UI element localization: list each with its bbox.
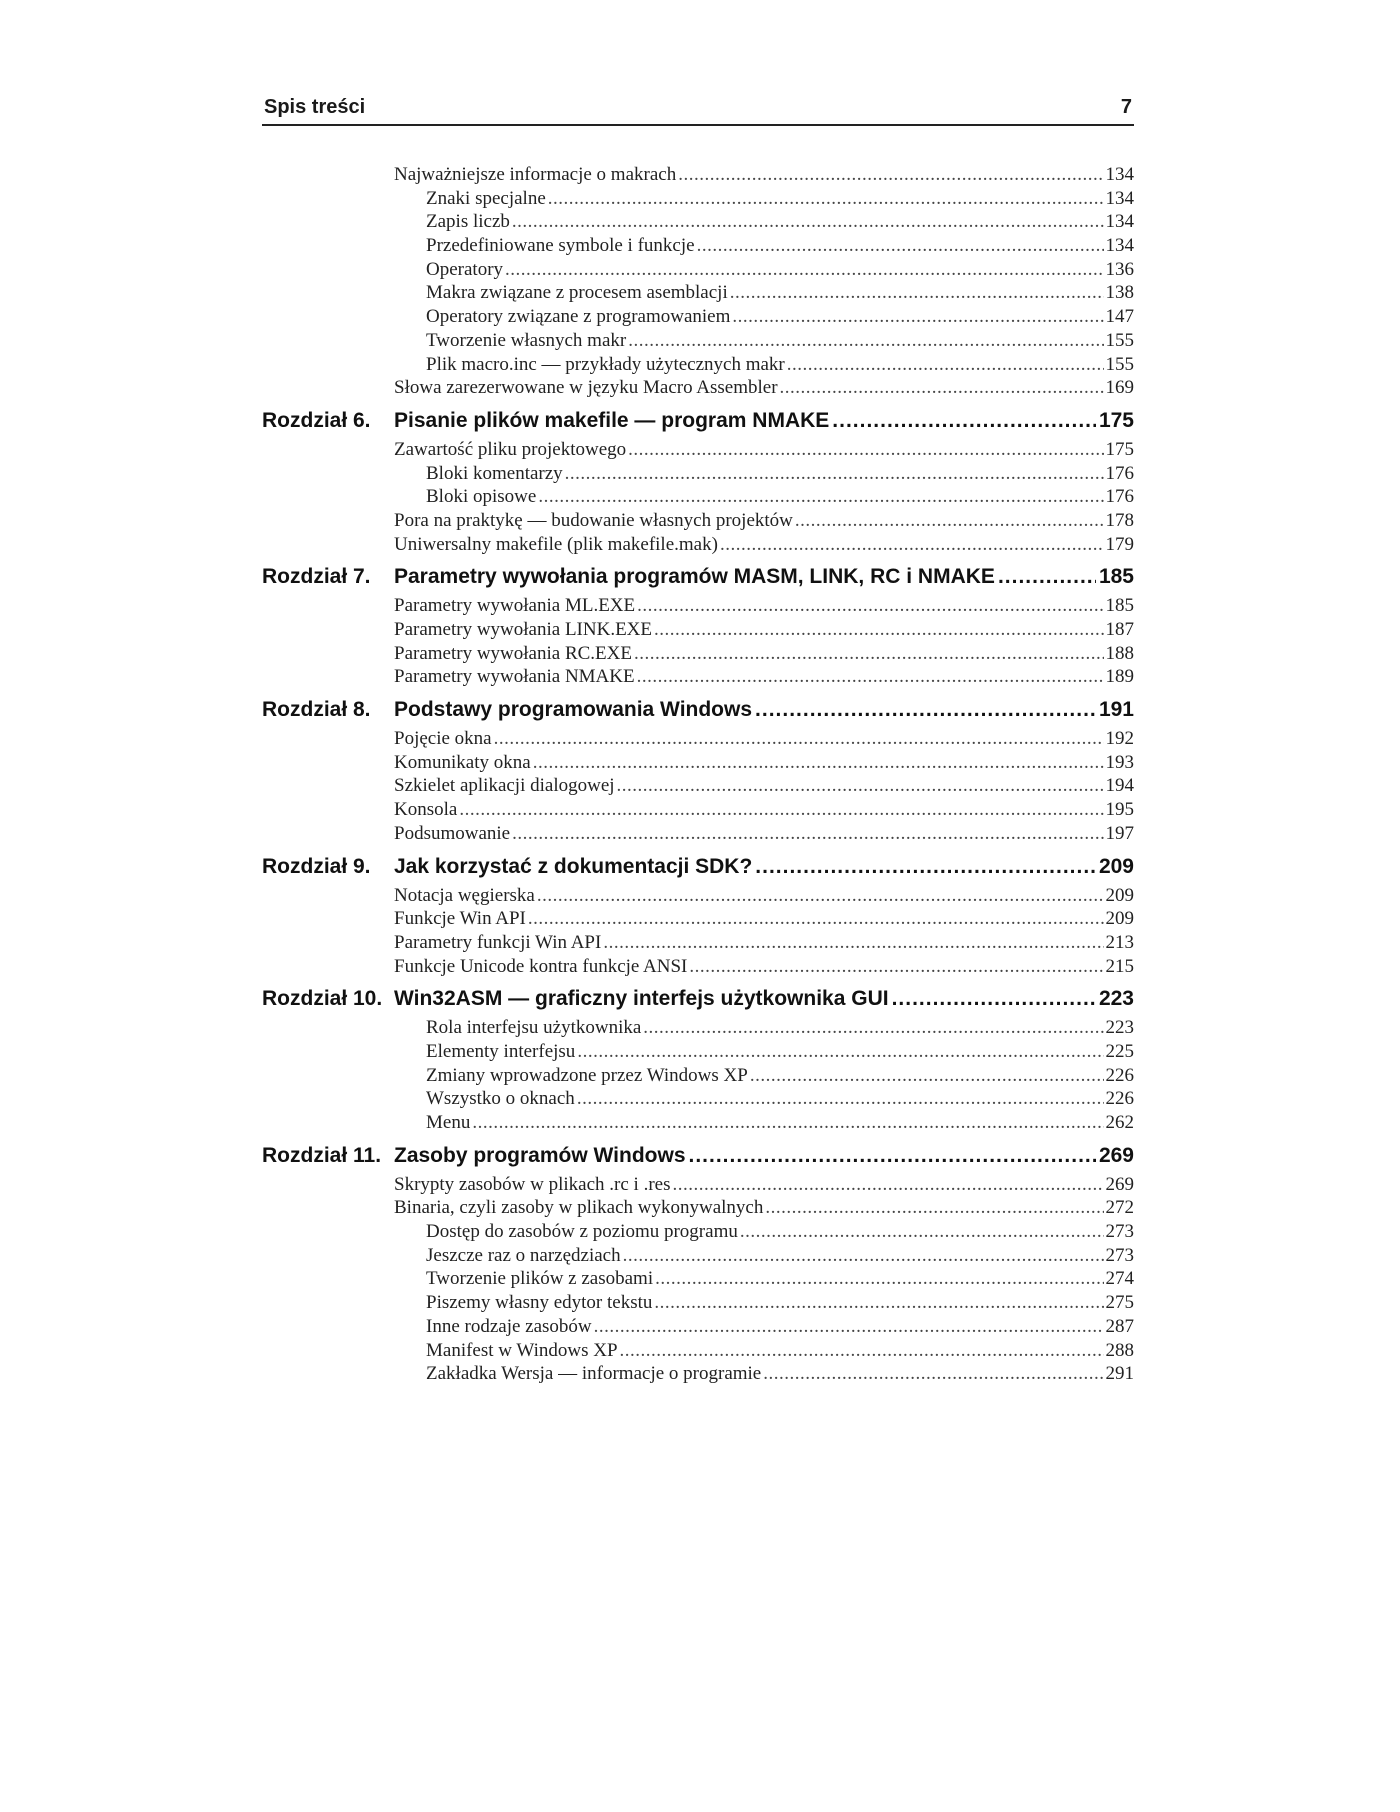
entry-page: 274 <box>1105 1268 1134 1290</box>
entry-title: Makra związane z procesem asemblacji <box>426 282 728 304</box>
toc-entry <box>262 1016 1134 1040</box>
chapter-title: Zasoby programów Windows <box>394 1143 686 1167</box>
dot-leader <box>538 485 1103 509</box>
entry-page: 215 <box>1105 955 1134 977</box>
toc-entry <box>262 234 1134 258</box>
entry-page: 291 <box>1105 1363 1134 1385</box>
entry-page: 262 <box>1105 1112 1134 1133</box>
toc-entry <box>262 931 1134 955</box>
dot-leader <box>620 1339 1104 1363</box>
entry-title: Uniwersalny makefile (plik makefile.mak) <box>394 533 718 555</box>
entry-page: 287 <box>1105 1315 1134 1337</box>
page-number: 7 <box>1120 96 1132 118</box>
dot-leader <box>655 1267 1103 1291</box>
entry-title: Elementy interfejsu <box>426 1040 576 1062</box>
toc-entry <box>262 376 1134 400</box>
toc-entry <box>262 281 1134 305</box>
entry-title: Podsumowanie <box>394 822 511 844</box>
chapter-title: Jak korzystać z dokumentacji SDK? <box>394 854 753 878</box>
entry-title: Zakładka Wersja — informacje o programie <box>426 1363 762 1385</box>
chapter-label: Rozdział 9. <box>262 854 371 878</box>
entry-page: 197 <box>1105 822 1134 844</box>
entry-title: Tworzenie plików z zasobami <box>426 1268 654 1290</box>
dot-leader <box>594 1315 1104 1339</box>
chapter-heading <box>262 982 1134 1016</box>
entry-page: 134 <box>1105 211 1134 233</box>
dot-leader <box>637 665 1104 689</box>
toc-group <box>262 693 1134 845</box>
dot-leader <box>765 1196 1103 1220</box>
toc-entry <box>262 210 1134 234</box>
toc-entry <box>262 353 1134 377</box>
entry-page: 147 <box>1105 306 1134 328</box>
dot-leader <box>892 982 1096 1016</box>
dot-leader <box>577 1087 1104 1111</box>
toc-group <box>262 982 1134 1134</box>
entry-title: Parametry wywołania LINK.EXE <box>394 619 653 640</box>
chapter-label: Rozdział 11. <box>262 1143 382 1167</box>
entry-page: 272 <box>1105 1197 1134 1219</box>
dot-leader <box>787 353 1104 377</box>
entry-title: Binaria, czyli zasoby w plikach wykonywalnych <box>394 1197 764 1219</box>
toc-group <box>262 1139 1134 1386</box>
chapter-title: Pisanie plików makefile — program NMAKE <box>394 408 830 432</box>
entry-title: Notacja węgierska <box>394 884 535 906</box>
toc-entry <box>262 1267 1134 1291</box>
toc-entry <box>262 1064 1134 1088</box>
dot-leader <box>637 594 1103 618</box>
entry-title: Parametry funkcji Win API <box>394 931 602 953</box>
dot-leader <box>628 329 1103 353</box>
dot-leader <box>628 438 1103 462</box>
entry-title: Operatory <box>426 258 504 280</box>
dot-leader <box>512 210 1104 234</box>
toc-entry <box>262 187 1134 211</box>
dot-leader <box>678 163 1103 187</box>
entry-title: Parametry wywołania RC.EXE <box>394 642 632 664</box>
entry-title: Wszystko o oknach <box>426 1088 575 1110</box>
toc-entry <box>262 642 1134 666</box>
dot-leader <box>577 1040 1103 1064</box>
toc-group <box>262 404 1134 556</box>
entry-title: Jeszcze raz o narzędziach <box>426 1244 621 1266</box>
entry-page: 209 <box>1105 908 1134 930</box>
toc-entry <box>262 594 1134 618</box>
toc-entry <box>262 1087 1134 1111</box>
entry-page: 178 <box>1105 509 1134 531</box>
entry-page: 189 <box>1105 666 1134 688</box>
toc-entry <box>262 1173 1134 1197</box>
toc-entry <box>262 774 1134 798</box>
entry-page: 176 <box>1105 486 1134 508</box>
dot-leader <box>528 907 1104 931</box>
entry-title: Pora na praktykę — budowanie własnych projektów <box>394 509 793 531</box>
entry-title: Słowa zarezerwowane w języku Macro Assembler <box>394 377 778 399</box>
dot-leader <box>643 1016 1103 1040</box>
entry-title: Funkcje Unicode kontra funkcje ANSI <box>394 955 688 977</box>
chapter-label: Rozdział 6. <box>262 408 371 432</box>
entry-page: 213 <box>1105 931 1134 953</box>
entry-page: 226 <box>1105 1064 1134 1086</box>
dot-leader <box>472 1111 1103 1135</box>
toc-entry <box>262 305 1134 329</box>
toc-entry <box>262 1040 1134 1064</box>
entry-title: Zawartość pliku projektowego <box>394 438 627 460</box>
toc-entry <box>262 618 1134 642</box>
entry-title: Tworzenie własnych makr <box>426 329 627 351</box>
toc-group <box>262 163 1134 400</box>
entry-title: Piszemy własny edytor tekstu <box>426 1292 653 1314</box>
entry-title: Przedefiniowane symbole i funkcje <box>426 235 695 257</box>
dot-leader <box>537 884 1104 908</box>
page-header <box>262 96 1134 126</box>
entry-title: Manifest w Windows XP <box>426 1339 618 1361</box>
dot-leader <box>654 1291 1103 1315</box>
entry-page: 273 <box>1105 1244 1134 1266</box>
toc-entry <box>262 1244 1134 1268</box>
entry-page: 175 <box>1105 438 1134 460</box>
entry-page: 134 <box>1105 187 1134 209</box>
toc-entry <box>262 438 1134 462</box>
chapter-title: Parametry wywołania programów MASM, LINK, RC i NMAKE <box>394 565 995 589</box>
entry-page: 136 <box>1105 258 1134 280</box>
dot-leader <box>755 850 1096 884</box>
dot-leader <box>505 258 1103 282</box>
entry-page: 188 <box>1105 642 1134 664</box>
chapter-page: 191 <box>1098 698 1134 722</box>
entry-title: Operatory związane z programowaniem <box>426 306 731 328</box>
dot-leader <box>750 1064 1104 1088</box>
entry-title: Konsola <box>394 799 458 821</box>
toc-entry <box>262 1362 1134 1386</box>
chapter-heading <box>262 404 1134 438</box>
toc-entry <box>262 822 1134 846</box>
entry-page: 192 <box>1105 728 1134 750</box>
chapter-page: 209 <box>1098 854 1134 878</box>
entry-title: Dostęp do zasobów z poziomu programu <box>426 1221 738 1243</box>
entry-title: Inne rodzaje zasobów <box>426 1315 592 1337</box>
dot-leader <box>623 1244 1104 1268</box>
dot-leader <box>832 404 1096 438</box>
entry-title: Najważniejsze informacje o makrach <box>394 164 677 185</box>
entry-page: 185 <box>1105 595 1134 617</box>
toc-group <box>262 850 1134 979</box>
table-of-contents <box>262 163 1134 1390</box>
dot-leader <box>763 1362 1103 1386</box>
toc-entry <box>262 665 1134 689</box>
entry-page: 225 <box>1105 1040 1134 1062</box>
dot-leader <box>795 509 1104 533</box>
running-title: Spis treści <box>264 96 366 118</box>
toc-entry <box>262 1220 1134 1244</box>
entry-page: 155 <box>1105 329 1134 351</box>
dot-leader <box>512 822 1103 846</box>
entry-title: Bloki opisowe <box>426 486 537 508</box>
entry-page: 179 <box>1105 533 1134 555</box>
dot-leader <box>755 693 1096 727</box>
chapter-page: 269 <box>1098 1143 1134 1167</box>
dot-leader <box>654 618 1103 642</box>
dot-leader <box>459 798 1103 822</box>
toc-entry <box>262 884 1134 908</box>
dot-leader <box>617 774 1104 798</box>
entry-page: 138 <box>1105 282 1134 304</box>
entry-title: Znaki specjalne <box>426 187 546 209</box>
entry-title: Szkielet aplikacji dialogowej <box>394 775 615 797</box>
entry-page: 155 <box>1105 353 1134 375</box>
chapter-heading <box>262 850 1134 884</box>
entry-page: 187 <box>1105 619 1134 640</box>
dot-leader <box>730 281 1104 305</box>
entry-title: Pojęcie okna <box>394 728 492 750</box>
toc-entry <box>262 485 1134 509</box>
toc-entry <box>262 509 1134 533</box>
toc-entry <box>262 727 1134 751</box>
toc-entry <box>262 163 1134 187</box>
dot-leader <box>673 1173 1104 1197</box>
entry-page: 134 <box>1105 235 1134 257</box>
toc-entry <box>262 907 1134 931</box>
entry-page: 134 <box>1105 164 1134 185</box>
entry-page: 273 <box>1105 1221 1134 1243</box>
entry-title: Zapis liczb <box>426 211 510 233</box>
dot-leader <box>689 955 1103 979</box>
entry-page: 176 <box>1105 462 1134 484</box>
toc-entry <box>262 798 1134 822</box>
toc-entry <box>262 329 1134 353</box>
entry-title: Plik macro.inc — przykłady użytecznych makr <box>426 353 785 375</box>
chapter-page: 175 <box>1098 408 1134 432</box>
dot-leader <box>780 376 1104 400</box>
dot-leader <box>697 234 1104 258</box>
entry-title: Funkcje Win API <box>394 908 526 930</box>
chapter-page: 185 <box>1098 565 1134 589</box>
toc-entry <box>262 533 1134 557</box>
chapter-page: 223 <box>1098 987 1134 1011</box>
entry-title: Parametry wywołania NMAKE <box>394 666 635 688</box>
entry-title: Bloki komentarzy <box>426 462 563 484</box>
entry-title: Menu <box>426 1112 471 1133</box>
entry-page: 194 <box>1105 775 1134 797</box>
entry-page: 288 <box>1105 1339 1134 1361</box>
dot-leader <box>494 727 1104 751</box>
dot-leader <box>740 1220 1104 1244</box>
entry-page: 223 <box>1105 1017 1134 1039</box>
chapter-label: Rozdział 10. <box>262 987 383 1011</box>
dot-leader <box>533 751 1104 775</box>
entry-title: Skrypty zasobów w plikach .rc i .res <box>394 1173 671 1195</box>
dot-leader <box>732 305 1103 329</box>
entry-title: Zmiany wprowadzone przez Windows XP <box>426 1064 748 1086</box>
toc-entry <box>262 1196 1134 1220</box>
toc-entry <box>262 751 1134 775</box>
toc-entry <box>262 1111 1134 1135</box>
entry-title: Rola interfejsu użytkownika <box>426 1017 642 1039</box>
dot-leader <box>565 462 1104 486</box>
toc-entry <box>262 1339 1134 1363</box>
chapter-heading <box>262 1139 1134 1173</box>
entry-page: 195 <box>1105 799 1134 821</box>
entry-page: 193 <box>1105 751 1134 773</box>
dot-leader <box>998 560 1096 594</box>
chapter-label: Rozdział 7. <box>262 565 371 589</box>
chapter-heading <box>262 560 1134 594</box>
toc-entry <box>262 462 1134 486</box>
toc-entry <box>262 955 1134 979</box>
entry-title: Parametry wywołania ML.EXE <box>394 595 636 617</box>
entry-page: 226 <box>1105 1088 1134 1110</box>
dot-leader <box>720 533 1104 557</box>
entry-page: 169 <box>1105 377 1134 399</box>
toc-entry <box>262 1291 1134 1315</box>
toc-group <box>262 560 1134 689</box>
toc-entry <box>262 258 1134 282</box>
dot-leader <box>634 642 1104 666</box>
chapter-title: Podstawy programowania Windows <box>394 698 753 722</box>
entry-title: Komunikaty okna <box>394 751 531 773</box>
dot-leader <box>548 187 1104 211</box>
entry-page: 209 <box>1105 884 1134 906</box>
dot-leader <box>689 1139 1096 1173</box>
toc-entry <box>262 1315 1134 1339</box>
entry-page: 269 <box>1105 1173 1134 1195</box>
entry-page: 275 <box>1105 1292 1134 1314</box>
dot-leader <box>603 931 1103 955</box>
chapter-heading <box>262 693 1134 727</box>
chapter-title: Win32ASM — graficzny interfejs użytkownika GUI <box>394 987 889 1011</box>
chapter-label: Rozdział 8. <box>262 698 371 722</box>
